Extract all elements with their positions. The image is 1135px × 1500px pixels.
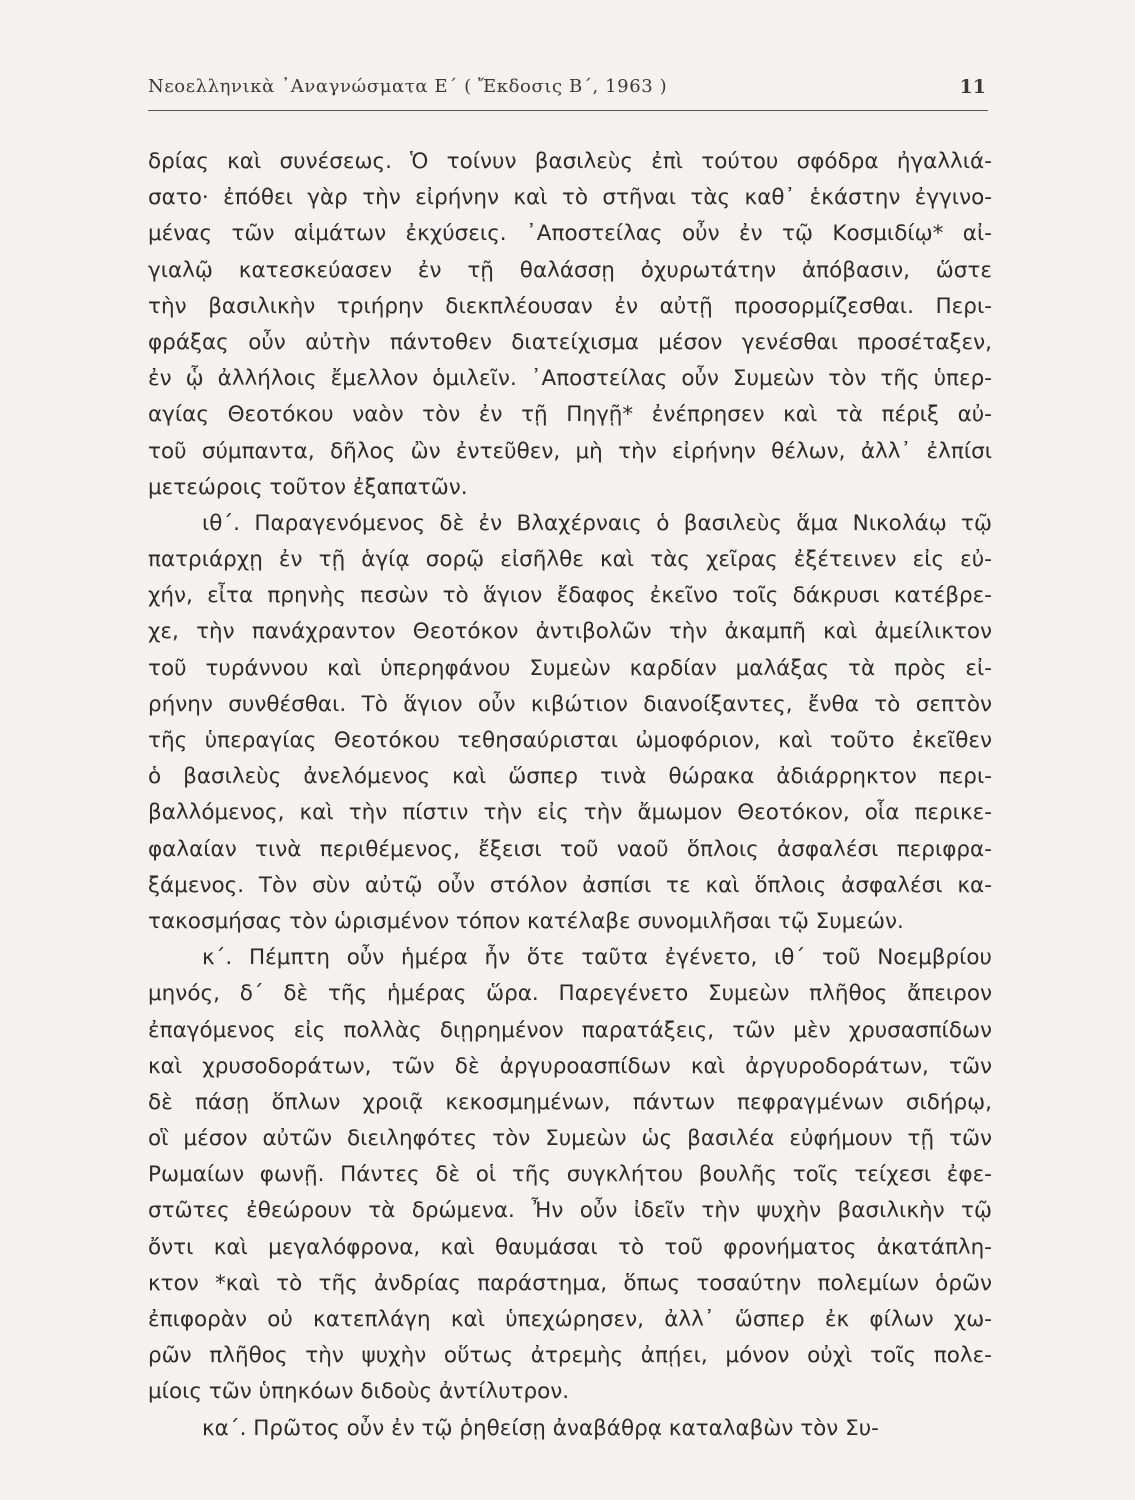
running-title: Νεοελληνικὰ ᾿Αναγνώσματα Ε΄ ( Ἔκδοσις Β΄, 1963 ) — [148, 76, 668, 97]
text-line: πατριάρχῃ ἐν τῇ ἁγίᾳ σορῷ εἰσῆλθε καὶ τὰς χεῖρας ἐξέτεινεν εἰς εὐ- — [148, 547, 992, 573]
text-line: γιαλῷ κατεσκεύασεν ἐν τῇ θαλάσσῃ ὀχυρωτάτην ἀπόβασιν, ὥστε — [148, 257, 992, 283]
text-line: δρίας καὶ συνέσεως. Ὁ τοίνυν βασιλεὺς ἐπὶ τούτου σφόδρα ἠγαλλιά- — [148, 149, 992, 174]
text-line: τοῦ τυράννου καὶ ὑπερηφάνου Συμεὼν καρδίαν μαλάξας τὰ πρὸς εἰ- — [148, 655, 992, 681]
body-text — [148, 144, 992, 1447]
text-line: βαλλόμενος, καὶ τὴν πίστιν τὴν εἰς τὴν ἄμωμον Θεοτόκον, οἷα περικε- — [148, 800, 992, 826]
text-line: καὶ χρυσοδοράτων, τῶν δὲ ἀργυροασπίδων καὶ ἀργυροδοράτων, τῶν — [148, 1053, 992, 1079]
text-line: δὲ πάσῃ ὅπλων χροιᾷ κεκοσμημένων, πάντων πεφραγμένων σιδήρῳ, — [148, 1089, 992, 1115]
running-head — [148, 74, 988, 104]
text-line: τῆς ὑπεραγίας Θεοτόκου τεθησαύρισται ὠμοφόριον, καὶ τοῦτο ἐκεῖθεν — [148, 728, 992, 753]
text-line: χε, τὴν πανάχραντον Θεοτόκον ἀντιβολῶν τὴν ἀκαμπῆ καὶ ἀμείλικτον — [148, 619, 992, 645]
page-number: 11 — [959, 76, 986, 98]
text-line: τακοσμήσας τὸν ὡρισμένον τόπον κατέλαβε συνομιλῆσαι τῷ Συμεών. — [148, 908, 904, 934]
text-line: Ρωμαίων φωνῇ. Πάντες δὲ οἱ τῆς συγκλήτου βουλῆς τοῖς τείχεσι ἐφε- — [148, 1162, 992, 1188]
text-line: ὁ βασιλεὺς ἀνελόμενος καὶ ὥσπερ τινὰ θώρακα ἀδιάρρηκτον περι- — [148, 764, 992, 790]
text-line: μένας τῶν αἱμάτων ἐκχύσεις. ᾿Αποστείλας οὖν ἐν τῷ Κοσμιδίῳ* αἰ- — [148, 221, 992, 247]
text-line: μετεώροις τοῦτον ἐξαπατῶν. — [148, 474, 468, 500]
text-line: τοῦ σύμπαντα, δῆλος ὢν ἐντεῦθεν, μὴ τὴν εἰρήνην θέλων, ἀλλ᾿ ἐλπίσι — [148, 438, 992, 464]
text-line: τὴν βασιλικὴν τριήρην διεκπλέουσαν ἐν αὐτῇ προσορμίζεσθαι. Περι- — [148, 293, 992, 319]
section-start-line: κ΄. Πέμπτη οὖν ἡμέρα ἦν ὅτε ταῦτα ἐγένετο, ιθ΄ τοῦ Νοεμβρίου — [202, 945, 992, 971]
text-line: κτον *καὶ τὸ τῆς ἀνδρίας παράστημα, ὅπως τοσαύτην πολεμίων ὁρῶν — [148, 1270, 992, 1296]
text-line: αγίας Θεοτόκου ναὸν τὸν ἐν τῇ Πηγῇ* ἐνέπρησεν καὶ τὰ πέριξ αὐ- — [148, 402, 992, 428]
text-line: ὄντι καὶ μεγαλόφρονα, καὶ θαυμάσαι τὸ τοῦ φρονήματος ἀκατάπλη- — [148, 1234, 992, 1260]
text-line: χήν, εἶτα πρηνὴς πεσὼν τὸ ἅγιον ἔδαφος ἐκεῖνο τοῖς δάκρυσι κατέβρε- — [148, 583, 992, 609]
text-line: μίοις τῶν ὑπηκόων διδοὺς ἀντίλυτρον. — [148, 1379, 570, 1405]
text-line: σατο· ἐπόθει γὰρ τὴν εἰρήνην καὶ τὸ στῆναι τὰς καθ᾿ ἑκάστην ἐγγινο- — [148, 185, 992, 211]
text-line: ξάμενος. Τὸν σὺν αὐτῷ οὖν στόλον ἀσπίσι τε καὶ ὅπλοις ἀσφαλέσι κα- — [148, 872, 992, 898]
text-line: ρῶν πλῆθος τὴν ψυχὴν οὕτως ἀτρεμὴς ἀπῄει, μόνον οὐχὶ τοῖς πολε- — [148, 1343, 992, 1369]
section-start-line: κα΄. Πρῶτος οὖν ἐν τῷ ῥηθείσῃ ἀναβάθρᾳ καταλαβὼν τὸν Συ- — [202, 1415, 879, 1441]
text-line: ἐπιφορὰν οὐ κατεπλάγη καὶ ὑπεχώρησεν, ἀλλ᾿ ὥσπερ ἐκ φίλων χω- — [148, 1307, 992, 1332]
text-line: ρήνην συνθέσθαι. Τὸ ἅγιον οὖν κιβώτιον διανοίξαντες, ἔνθα τὸ σεπτὸν — [148, 691, 992, 717]
text-line: ἐν ᾧ ἀλλήλοις ἔμελλον ὁμιλεῖν. ᾿Αποστείλας οὖν Συμεὼν τὸν τῆς ὑπερ- — [148, 366, 992, 392]
text-line: φράξας οὖν αὐτὴν πάντοθεν διατείχισμα μέσον γενέσθαι προσέταξεν, — [148, 329, 992, 355]
text-line: φαλαίαν τινὰ περιθέμενος, ἔξεισι τοῦ ναοῦ ὅπλοις ἀσφαλέσι περιφρα- — [148, 836, 992, 862]
section-start-line: ιθ΄. Παραγενόμενος δὲ ἐν Βλαχέρναις ὁ βασιλεὺς ἅμα Νικολάῳ τῷ — [202, 510, 992, 536]
text-line: οἳ μέσον αὐτῶν διειληφότες τὸν Συμεὼν ὡς βασιλέα εὐφήμουν τῇ τῶν — [148, 1126, 992, 1152]
text-line: ἐπαγόμενος εἰς πολλὰς διῃρημένον παρατάξεις, τῶν μὲν χρυσασπίδων — [148, 1017, 992, 1043]
header-rule — [148, 110, 988, 111]
text-line: στῶτες ἐθεώρουν τὰ δρώμενα. Ἦν οὖν ἰδεῖν τὴν ψυχὴν βασιλικὴν τῷ — [148, 1198, 992, 1224]
text-line: μηνός, δ΄ δὲ τῆς ἡμέρας ὥρα. Παρεγένετο Συμεὼν πλῆθος ἄπειρον — [148, 981, 992, 1007]
